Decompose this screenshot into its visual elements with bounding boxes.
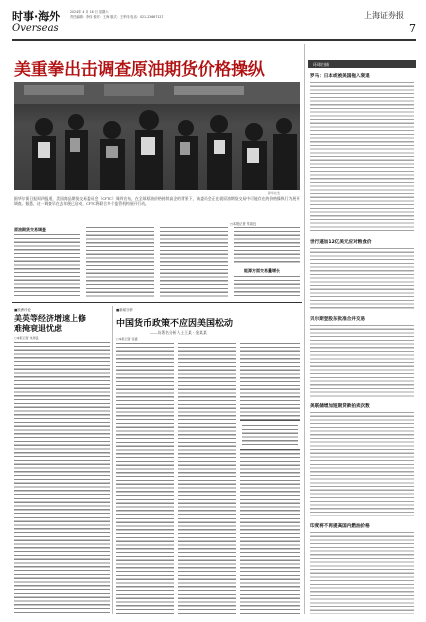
section-title-en: Overseas bbox=[12, 23, 59, 34]
photo-caption: 新华社发 bbox=[268, 191, 281, 195]
rail-item-body-2 bbox=[310, 248, 414, 310]
right-rail-divider bbox=[304, 44, 305, 614]
bottom-mid-body-col2 bbox=[178, 343, 236, 614]
rail-item-title-2: 世行遥加12亿美元应对粮食价 bbox=[310, 240, 372, 245]
rail-item-title-3: 贝尔斯登股东批准合并交易 bbox=[310, 317, 366, 322]
right-rail-tab bbox=[308, 60, 416, 68]
paper-name: 上海证券报 bbox=[364, 11, 404, 20]
rail-item-title-1: 罗马：日本或被美国拖入衰退 bbox=[310, 74, 370, 79]
masthead-rule bbox=[12, 39, 416, 41]
bottom-left-divider bbox=[112, 306, 113, 614]
lead-byline: ○本报记者 朱周良 bbox=[230, 222, 257, 226]
bottom-mid-headline: 中国货币政策不应因美国松动 bbox=[116, 319, 234, 329]
bottom-left-headline: 美英等经济增速上修 难掩衰退忧虑 bbox=[14, 314, 86, 333]
lead-headline: 美重拳出击调查原油期货价格操纵 bbox=[14, 60, 265, 80]
lead-body-col4b bbox=[234, 276, 300, 298]
trading-floor-image bbox=[14, 82, 300, 190]
lead-column-heading-1: 原油期货交易调查 bbox=[14, 227, 46, 232]
lead-photo bbox=[14, 82, 300, 190]
bottom-left-body-a bbox=[14, 342, 110, 614]
rail-item-body-1 bbox=[310, 82, 414, 232]
bottom-left-byline: ○本报记者 朱周良 bbox=[14, 336, 39, 340]
bottom-section-rule bbox=[12, 302, 302, 303]
lead-body-col4 bbox=[234, 227, 300, 265]
bottom-mid-kicker: ■新闻分析 bbox=[116, 308, 133, 312]
pull-quote-box bbox=[240, 420, 300, 450]
bottom-left-kicker: ■欧洲评论 bbox=[14, 308, 31, 312]
bottom-mid-byline: ○本报记者 张嘉 bbox=[116, 337, 138, 341]
page-number: 7 bbox=[409, 22, 416, 35]
section-title-cn: 时事·海外 bbox=[12, 10, 61, 23]
lead-body-col2 bbox=[86, 227, 154, 298]
issue-line-2: 责任编辑：李伟 校对：王海 版式：王军伟 电话：021-22667127 bbox=[70, 15, 164, 19]
lead-body-col1 bbox=[14, 234, 80, 298]
bottom-mid-subhead: ——访著名分析人士王某 · 金某某 bbox=[150, 330, 207, 335]
rail-item-title-4: 美联储增加短期贷款拍卖次数 bbox=[310, 404, 370, 409]
issue-line-1: 2024年 4 月 16 日 星期六 bbox=[70, 10, 109, 14]
lead-standfirst: 据华尔街日报周四报道，美国商品期货交易委员会（CFTC）周四宣布，在全球原油价格持续高企的背景下，该委员会正在就原油期货交易中可能存在的价格操纵行为展开调查。据悉，这一调查早在去年便已启动，CFTC将联合多个监管机构展开行动。 bbox=[14, 196, 300, 207]
lead-body-col3 bbox=[160, 227, 228, 298]
pull-quote-text bbox=[242, 425, 298, 447]
lead-column-heading-3: 能源方面交易量增长 bbox=[244, 268, 280, 273]
bottom-mid-body-col3 bbox=[240, 343, 300, 614]
rail-item-body-3 bbox=[310, 325, 414, 397]
rail-item-body-5 bbox=[310, 532, 414, 614]
bottom-mid-body-col1 bbox=[116, 343, 174, 614]
rail-item-body-4 bbox=[310, 412, 414, 516]
right-rail-tab-label: 环球扫描 bbox=[313, 61, 329, 67]
rail-item-title-5: 印度将不再提高国内燃油价格 bbox=[310, 524, 370, 529]
masthead bbox=[12, 8, 416, 38]
